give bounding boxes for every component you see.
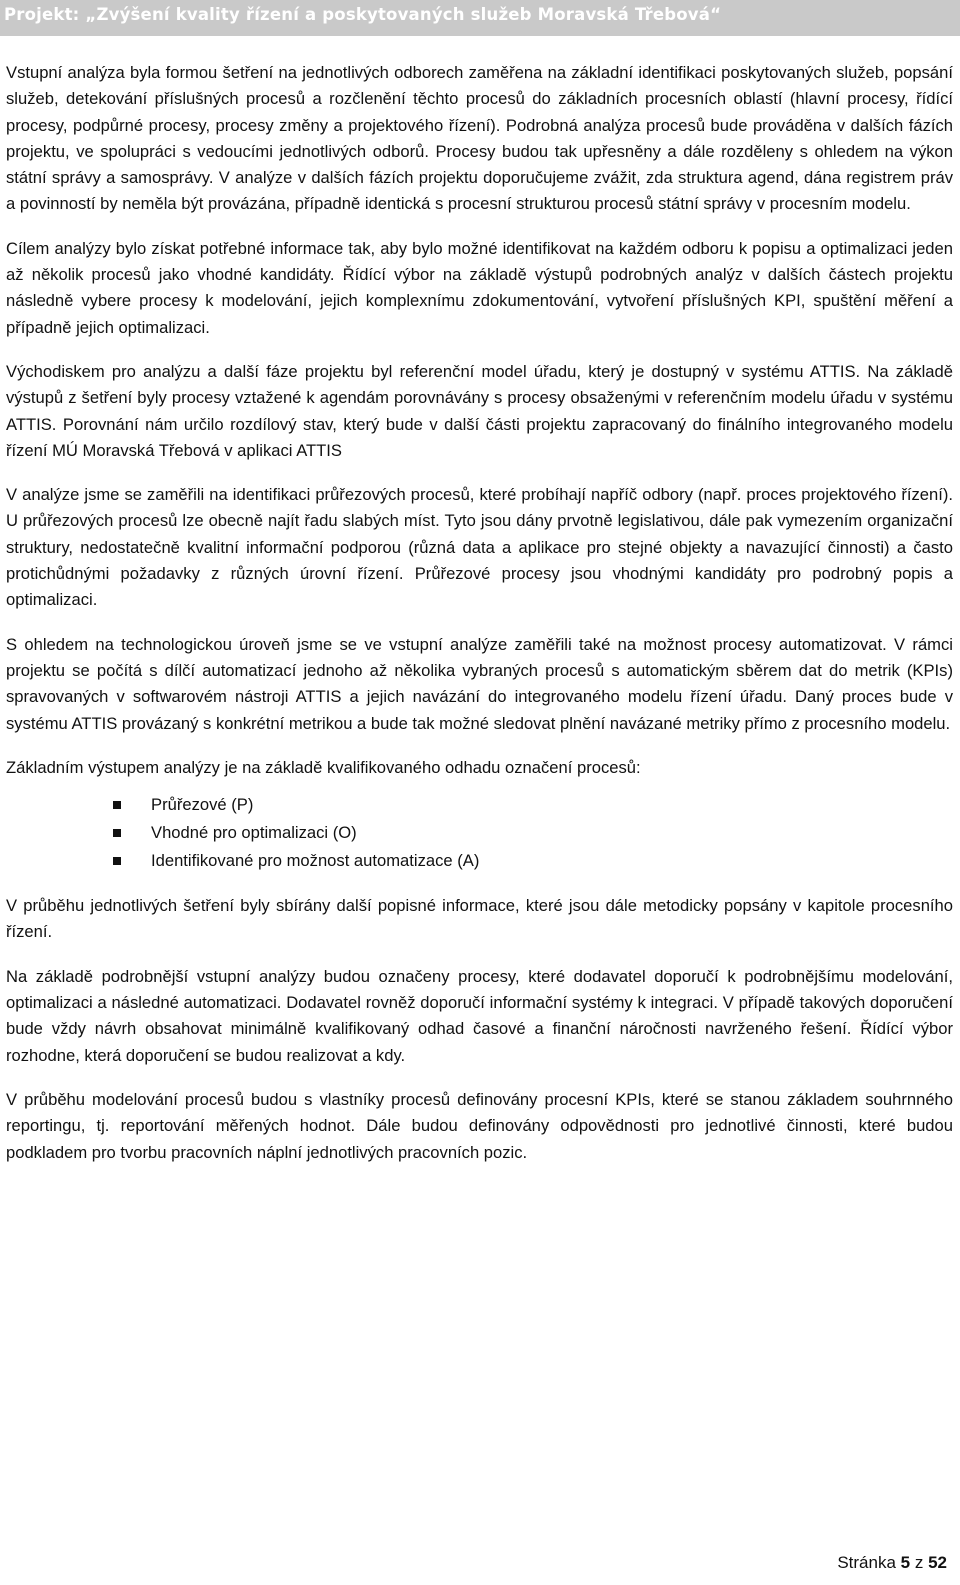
paragraph-descriptive-info: V průběhu jednotlivých šetření byly sbírány další popisné informace, které jsou dále metodicky popsány v kapitole procesního řízení. <box>6 896 953 942</box>
list-item <box>113 819 953 847</box>
page-total: 52 <box>928 1553 947 1572</box>
list-item-label: Vhodné pro optimalizaci (O) <box>151 823 357 843</box>
list-item <box>113 791 953 819</box>
square-bullet-icon <box>113 801 121 809</box>
paragraph-reference-model: Východiskem pro analýzu a další fáze projektu byl referenční model úřadu, který je dostupný v systému ATTIS. Na základě výstupů z šetření byly procesy vztažené k agendám porovnávány s procesy obsaženými v referenčním modelu úřadu v systému ATTIS. Porovnání nám určilo rozdílový stav, který bude v další části projektu zapracovaný do finálního integrovaného modelu řízení MÚ Moravská Třebová v aplikaci ATTIS <box>6 361 953 460</box>
paragraph-cross-processes: V analýze jsme se zaměřili na identifikaci průřezových procesů, které probíhají napříč odbory (např. proces projektového řízení). U průřezových procesů lze obecně najít řadu slabých míst. Tyto jsou dány prvotně legislativou, dále pak vymezením organizační struktury, nedostatečně kvalitní informační podporou (různá data a aplikace pro stejné objekty a navazující činnosti) a často protichůdnými požadavky z různých úrovní řízení. Průřezové procesy jsou vhodnými kandidáty pro podrobný popis a optimalizaci. <box>6 485 953 610</box>
page-of: z <box>914 1553 924 1572</box>
page-footer <box>837 1553 947 1573</box>
page-header <box>0 0 960 36</box>
paragraph-output-intro: Základním výstupem analýzy je na základě kvalifikovaného odhadu označení procesů: <box>6 757 641 777</box>
paragraph-intro: Vstupní analýza byla formou šetření na jednotlivých odborech zaměřena na základní identifikaci poskytovaných služeb, popsání služeb, detekování příslušných procesů a rozčlenění těchto procesů do základních procesních oblastí (hlavní procesy, řídící procesy, podpůrné procesy, procesy změny a projektového řízení). Podrobná analýza procesů bude prováděna v dalších fázích projektu, ve spolupráci s vedoucími jednotlivých odborů. Procesy budou tak upřesněny a dále rozděleny s ohledem na výkon státní správy a samosprávy. V analýze v dalších fázích projektu doporučujeme zvážit, zda struktura agend, dána registrem práv a povinností by neměla být provázána, případně identická s procesní strukturou procesů státní správy v procesním modelu. <box>6 63 953 214</box>
page-current: 5 <box>900 1553 911 1572</box>
document-body <box>6 60 953 1184</box>
list-item-label: Identifikované pro možnost automatizace (A) <box>151 851 480 871</box>
list-item <box>113 847 953 875</box>
square-bullet-icon <box>113 829 121 837</box>
paragraph-recommendations: Na základě podrobnější vstupní analýzy budou označeny procesy, které dodavatel doporučí k podrobnějšímu modelování, optimalizaci a následné automatizaci. Dodavatel rovněž doporučí informační systémy k integraci. V případě takových doporučení bude vždy návrh obsahovat minimálně kvalifikovaný odhad časové a finanční náročnosti navrženého řešení. Řídící výbor rozhodne, která doporučení se budou realizovat a kdy. <box>6 966 953 1065</box>
list-item-label: Průřezové (P) <box>151 795 254 815</box>
header-title: Projekt: „Zvýšení kvality řízení a poskytovaných služeb Moravská Třebová“ <box>4 5 722 24</box>
paragraph-goal: Cílem analýzy bylo získat potřebné informace tak, aby bylo možné identifikovat na každém odboru k popisu a optimalizaci jeden až několik procesů jako vhodné kandidáty. Řídící výbor na základě výstupů podrobných analýz v dalších částech projektu následně vybere procesy k modelování, jejich komplexnímu zdokumentování, vytvoření příslušných KPI, spuštění měření a případně jejich optimalizaci. <box>6 238 953 337</box>
paragraph-automation: S ohledem na technologickou úroveň jsme se ve vstupní analýze zaměřili také na možnost procesy automatizovat. V rámci projektu se počítá s dílčí automatizací jednoho až několika vybraných procesů s automatickým sběrem dat do metrik (KPIs) spravovaných v softwarovém nástroji ATTIS a jejich navázání do integrovaného modelu řízení úřadu. Daný proces bude v systému ATTIS provázaný s konkrétní metrikou a bude tak možné sledovat plnění navázané metriky přímo z procesního modelu. <box>6 634 953 733</box>
process-marking-list <box>6 791 953 875</box>
square-bullet-icon <box>113 857 121 865</box>
paragraph-kpis: V průběhu modelování procesů budou s vlastníky procesů definovány procesní KPIs, které se stanou základem souhrnného reportingu, tj. reportování měřených hodnot. Dále budou definovány odpovědnosti pro jednotlivé činnosti, které budou podkladem pro tvorbu pracovních náplní jednotlivých pracovních pozic. <box>6 1089 953 1162</box>
page-label: Stránka <box>837 1553 896 1572</box>
